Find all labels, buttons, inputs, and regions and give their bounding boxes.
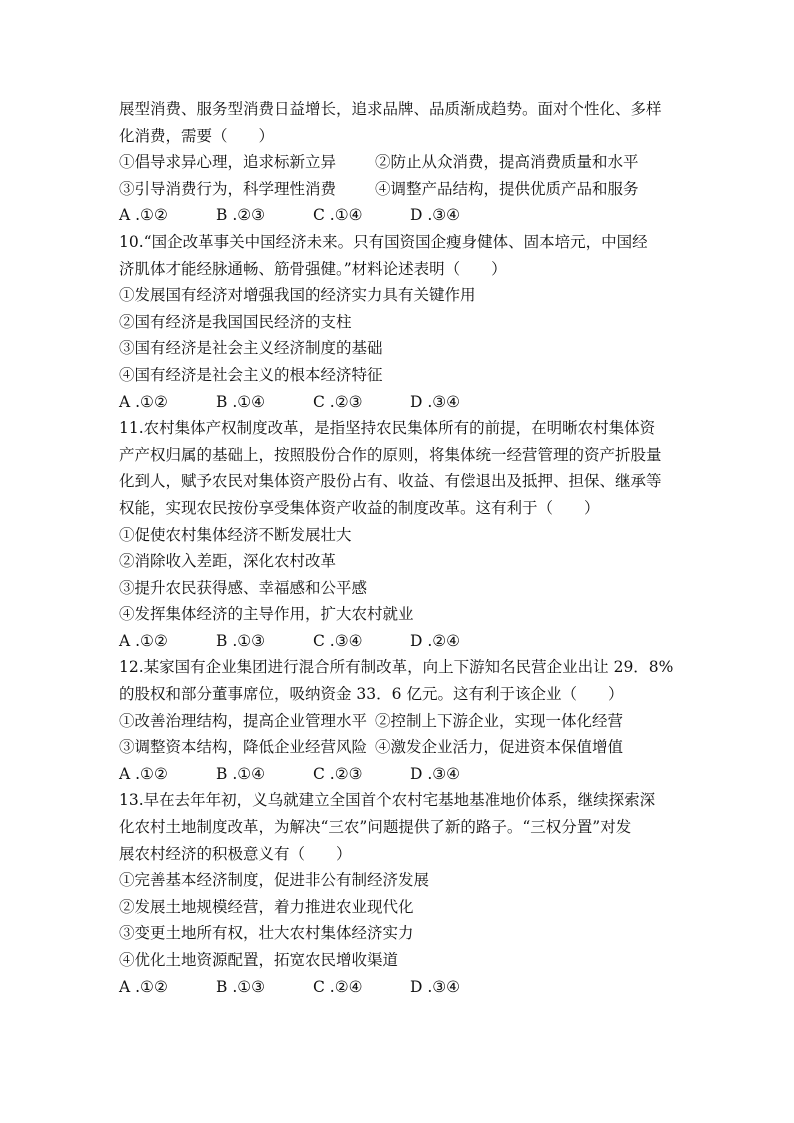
page-content: [119, 96, 684, 1000]
option-d: D .③④: [410, 977, 461, 996]
answer-options: [119, 628, 684, 655]
option-a: A .①②: [119, 631, 168, 650]
question-stem-line: 的股权和部分董事席位，吸纳资金 33．6 亿元。这有利于该企业（ ）: [119, 685, 624, 704]
question-10: [119, 229, 684, 415]
statement-1: ①完善基本经济制度，促进非公有制经济发展: [119, 871, 430, 890]
question-stem-line: 产产权归属的基础上，按照股份合作的原则，将集体统一经营管理的资产折股量: [119, 445, 662, 464]
question-stem-line: 济肌体才能经脉通畅、筋骨强健。”材料论述表明（ ）: [119, 259, 507, 278]
statement-2: ②防止从众消费，提高消费质量和水平: [375, 153, 639, 172]
statement-row: [119, 176, 684, 203]
question-stem-line: 化农村土地制度改革，为解决“三农”问题提供了新的路子。“三权分置”对发: [119, 818, 632, 837]
statement-row: [119, 734, 684, 761]
statement-4: ④调整产品结构，提供优质产品和服务: [375, 179, 639, 198]
statement-4: ④发挥集体经济的主导作用，扩大农村就业: [119, 605, 414, 624]
statement-1: ①倡导求异心理，追求标新立异: [119, 153, 337, 172]
statement-3: ③调整资本结构，降低企业经营风险: [119, 738, 368, 757]
option-b: B .①④: [216, 764, 266, 783]
statement-row: [119, 149, 684, 176]
option-b: B .①③: [216, 631, 266, 650]
question-stem-line: 11.农村集体产权制度改革，是指坚持农民集体所有的前提，在明晰农村集体资: [119, 419, 656, 438]
statement-4: ④优化土地资源配置，拓宽农民增收渠道: [119, 951, 399, 969]
statement-1: ①发展国有经济对增强我国的经济实力具有关键作用: [119, 286, 476, 305]
statement-2: ②控制上下游企业，实现一体化经营: [375, 711, 624, 730]
option-c: C .①④: [313, 206, 363, 225]
option-a: A .①②: [119, 977, 168, 996]
statement-2: ②国有经济是我国国民经济的支柱: [119, 312, 352, 331]
question-11: [119, 415, 684, 654]
question-9: [119, 96, 684, 229]
question-12: [119, 654, 684, 787]
statement-1: ①改善治理结构，提高企业管理水平: [119, 711, 368, 730]
statement-3: ③引导消费行为，科学理性消费: [119, 179, 337, 198]
statement-2: ②发展土地规模经营，着力推进农业现代化: [119, 897, 414, 916]
answer-options: [119, 761, 684, 788]
option-a: A .①②: [119, 392, 168, 411]
option-c: C .③④: [313, 631, 363, 650]
answer-options: [119, 974, 684, 1001]
option-a: A .①②: [119, 206, 168, 225]
option-c: C .②③: [313, 764, 363, 783]
question-stem-line: 权能，实现农民按份享受集体资产收益的制度改革。这有利于（ ）: [119, 498, 600, 517]
statement-3: ③提升农民获得感、幸福感和公平感: [119, 578, 368, 597]
option-c: C .②③: [313, 392, 363, 411]
question-stem-line: 展型消费、服务型消费日益增长，追求品牌、品质渐成趋势。面对个性化、多样: [119, 100, 662, 118]
option-d: D .③④: [410, 206, 461, 225]
option-a: A .①②: [119, 764, 168, 783]
option-d: D .③④: [410, 764, 461, 783]
answer-options: [119, 389, 684, 416]
answer-options: [119, 202, 684, 229]
statement-4: ④激发企业活力，促进资本保值增值: [375, 738, 624, 757]
option-b: B .①③: [216, 977, 266, 996]
option-b: B .①④: [216, 392, 266, 411]
question-13: [119, 787, 684, 1000]
question-stem-line: 展农村经济的积极意义有（ ）: [119, 844, 352, 863]
statement-3: ③国有经济是社会主义经济制度的基础: [119, 339, 383, 358]
question-stem-line: 化到人，赋予农民对集体资产股份占有、收益、有偿退出及抵押、担保、继承等: [119, 472, 662, 491]
statement-1: ①促使农村集体经济不断发展壮大: [119, 525, 352, 544]
option-c: C .②④: [313, 977, 363, 996]
question-stem-line: 化消费，需要（ ）: [119, 126, 275, 145]
option-d: D .②④: [410, 631, 461, 650]
statement-4: ④国有经济是社会主义的根本经济特征: [119, 365, 383, 384]
question-stem-line: 10.“国企改革事关中国经济未来。只有国资国企瘦身健体、固本培元，中国经: [119, 232, 648, 251]
question-stem-line: 13.早在去年年初，义乌就建立全国首个农村宅基地基准地价体系，继续探索深: [119, 791, 656, 810]
statement-3: ③变更土地所有权，壮大农村集体经济实力: [119, 924, 414, 943]
statement-row: [119, 708, 684, 735]
statement-2: ②消除收入差距，深化农村改革: [119, 552, 337, 571]
question-stem-line: 12.某家国有企业集团进行混合所有制改革，向上下游知名民营企业出让 29．8%: [119, 658, 674, 677]
option-b: B .②③: [216, 206, 266, 225]
option-d: D .③④: [410, 392, 461, 411]
